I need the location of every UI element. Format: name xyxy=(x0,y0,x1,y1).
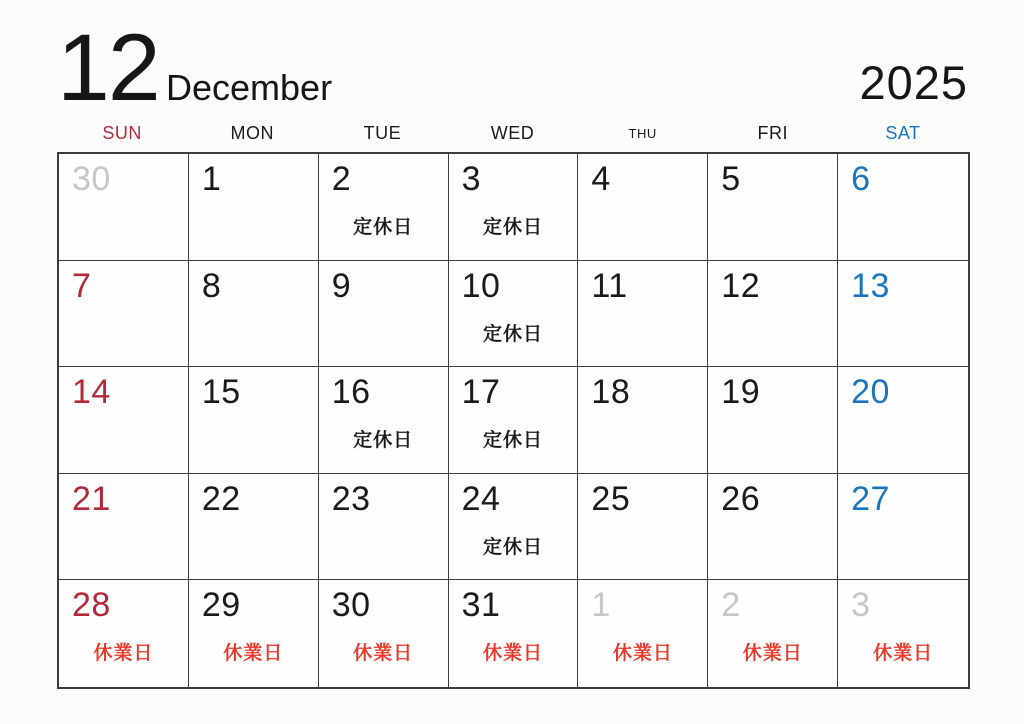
closed-day-label: 定休日 xyxy=(482,536,543,558)
date-number: 9 xyxy=(331,266,352,305)
calendar-cell xyxy=(319,367,449,474)
weekday-label-sun: SUN xyxy=(102,122,142,143)
calendar-cell xyxy=(319,474,449,581)
calendar-cell xyxy=(59,154,189,261)
calendar-cell xyxy=(578,261,708,368)
year: 2025 xyxy=(859,56,968,109)
closed-day-label: 定休日 xyxy=(353,430,414,452)
calendar-cell xyxy=(319,580,449,687)
calendar-cell xyxy=(838,261,968,368)
calendar-cell xyxy=(319,261,449,368)
date-number: 3 xyxy=(851,586,871,625)
calendar-cell xyxy=(189,474,319,581)
holiday-label: 休業日 xyxy=(873,643,934,665)
date-number: 1 xyxy=(591,586,611,625)
calendar-cell xyxy=(59,367,189,474)
calendar-cell xyxy=(578,474,708,581)
calendar-cell xyxy=(189,154,319,261)
date-number: 6 xyxy=(851,160,871,198)
date-number: 27 xyxy=(851,479,890,518)
date-number: 30 xyxy=(72,160,111,198)
date-number: 11 xyxy=(591,266,628,305)
calendar-cell xyxy=(59,474,189,581)
closed-day-label: 定休日 xyxy=(482,323,543,345)
calendar-cell xyxy=(59,580,189,687)
date-number: 22 xyxy=(201,479,241,518)
date-number: 19 xyxy=(721,373,761,412)
weekday-header-row xyxy=(57,120,968,146)
weekday-label-tue: TUE xyxy=(363,122,402,143)
holiday-label: 休業日 xyxy=(742,643,803,665)
closed-day-label: 定休日 xyxy=(353,217,414,238)
calendar-cell xyxy=(708,261,838,368)
calendar-cell xyxy=(578,154,708,261)
calendar-cell xyxy=(708,367,838,474)
weekday-label-thu: THU xyxy=(628,125,657,141)
holiday-label: 休業日 xyxy=(223,643,284,665)
calendar-cell xyxy=(708,154,838,261)
date-number: 25 xyxy=(591,479,631,518)
weekday-label-sat: SAT xyxy=(885,122,921,143)
date-number: 18 xyxy=(591,373,631,412)
date-number: 14 xyxy=(72,373,111,412)
calendar-cell xyxy=(578,367,708,474)
calendar-cell xyxy=(838,474,968,581)
date-number: 30 xyxy=(331,586,371,625)
date-number: 13 xyxy=(851,266,890,305)
month-name: December xyxy=(166,67,333,108)
calendar-cell xyxy=(449,154,579,261)
holiday-label: 休業日 xyxy=(612,643,673,665)
calendar-cell xyxy=(578,580,708,687)
calendar-cell xyxy=(708,474,838,581)
weekday-label-wed: WED xyxy=(490,122,535,143)
date-number: 2 xyxy=(331,160,352,198)
date-number: 7 xyxy=(72,266,92,305)
date-number: 17 xyxy=(461,373,501,412)
date-number: 8 xyxy=(201,266,222,305)
date-number: 5 xyxy=(721,160,741,198)
date-number: 2 xyxy=(721,586,741,625)
calendar-cell xyxy=(838,154,968,261)
calendar-cell xyxy=(189,580,319,687)
date-number: 1 xyxy=(201,160,222,198)
calendar-cell xyxy=(449,367,579,474)
date-number: 16 xyxy=(331,373,371,412)
holiday-label: 休業日 xyxy=(93,643,154,665)
date-number: 12 xyxy=(721,266,761,305)
closed-day-label: 定休日 xyxy=(482,217,543,238)
calendar-grid xyxy=(57,152,970,689)
calendar-cell xyxy=(319,154,449,261)
date-number: 15 xyxy=(201,373,241,412)
date-number: 31 xyxy=(461,586,501,625)
calendar-cell xyxy=(838,580,968,687)
date-number: 20 xyxy=(851,373,890,412)
date-number: 29 xyxy=(201,586,241,625)
date-number: 10 xyxy=(461,266,501,305)
date-number: 26 xyxy=(721,479,761,518)
date-number: 4 xyxy=(591,160,611,198)
date-number: 28 xyxy=(72,586,111,625)
date-number: 21 xyxy=(72,479,111,518)
calendar-cell xyxy=(189,367,319,474)
calendar-cell xyxy=(449,474,579,581)
date-number: 24 xyxy=(461,479,501,518)
date-number: 23 xyxy=(331,479,371,518)
month-number: 12 xyxy=(57,15,159,121)
calendar-cell xyxy=(59,261,189,368)
calendar-cell xyxy=(189,261,319,368)
weekday-label-mon: MON xyxy=(230,122,274,143)
calendar-cell xyxy=(838,367,968,474)
holiday-label: 休業日 xyxy=(353,643,414,665)
calendar-cell xyxy=(449,261,579,368)
date-number: 3 xyxy=(461,160,481,198)
weekday-label-fri: FRI xyxy=(757,122,789,143)
calendar-cell xyxy=(708,580,838,687)
calendar-cell xyxy=(449,580,579,687)
closed-day-label: 定休日 xyxy=(482,430,543,452)
holiday-label: 休業日 xyxy=(482,643,543,665)
